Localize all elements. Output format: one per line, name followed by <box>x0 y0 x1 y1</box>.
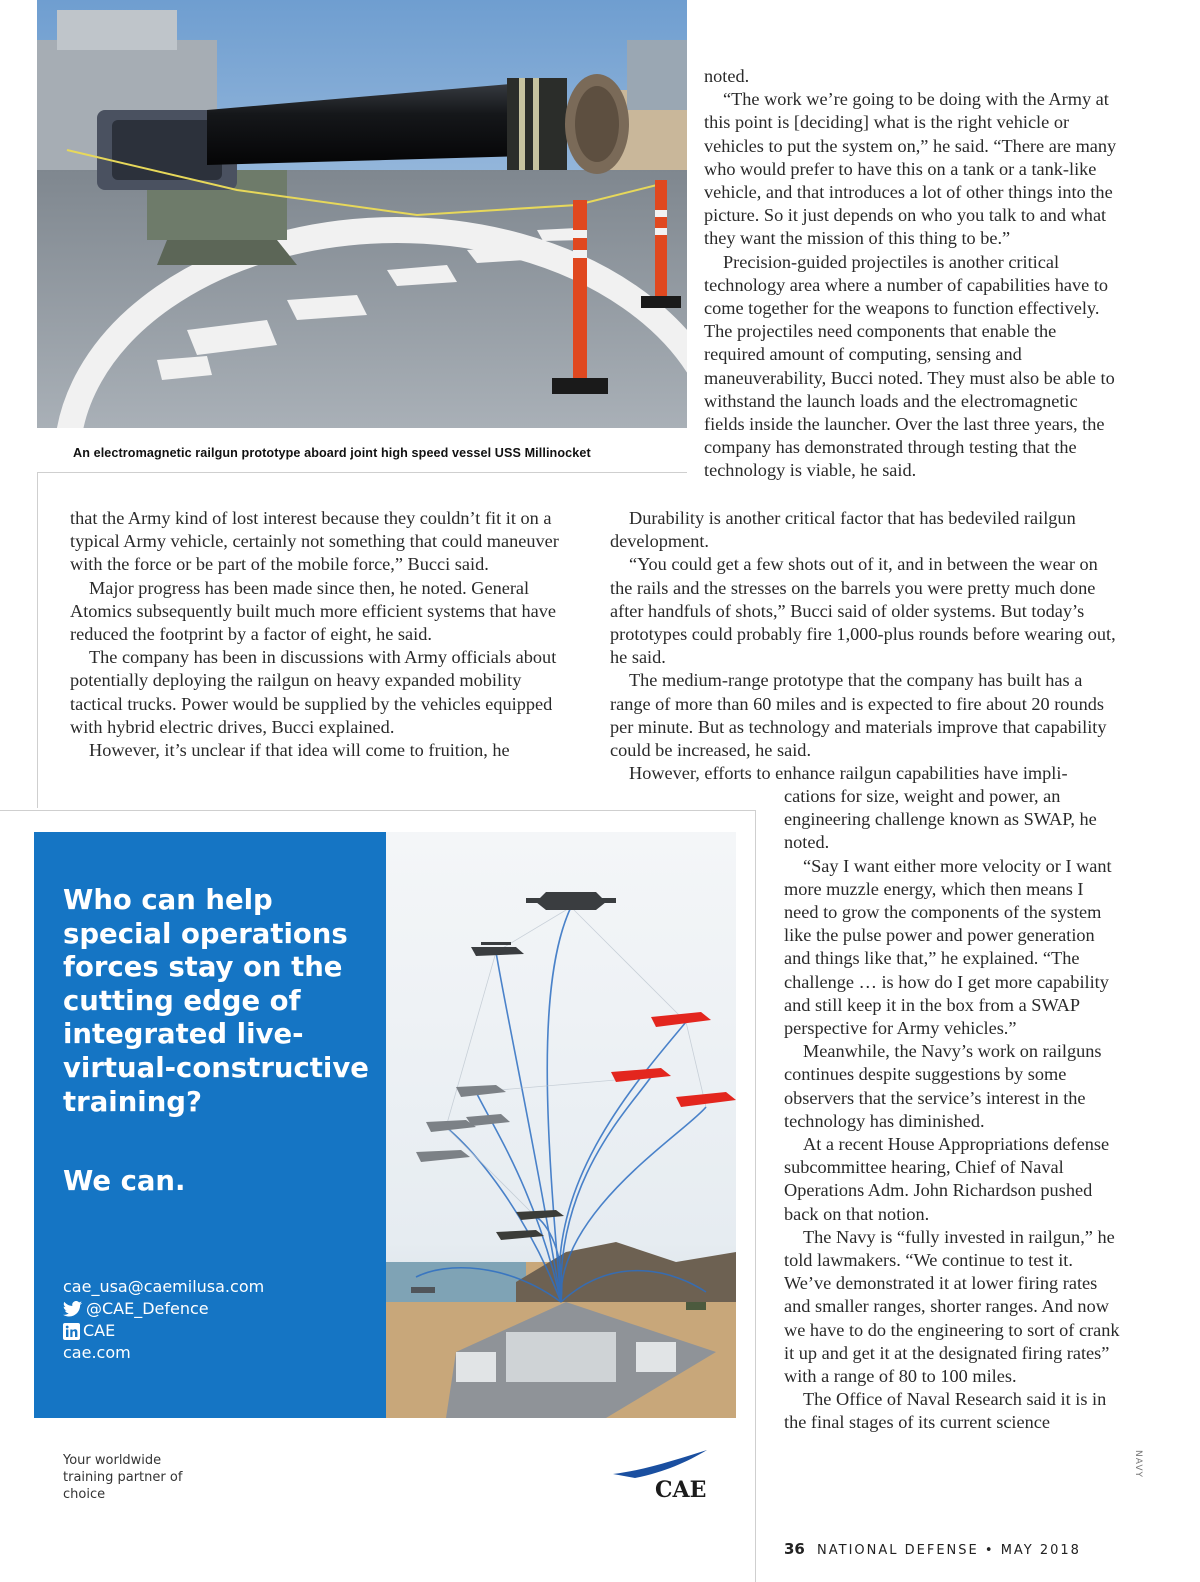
ad-twitter-text[interactable]: @CAE_Defence <box>86 1299 209 1318</box>
paragraph: Precision-guided projectiles is another critical technology area where a number of capabilities have to come together for the weapons to function effectively. The projectiles need components that enable the required amount of computing, sensing and maneuverability, Bucci noted. They must also be able to withstand the launch loads and the electromagnetic fields inside the launcher. Over the last three years, the company has demonstrated through testing that the technology is viable, he said. <box>704 251 1115 481</box>
ad-linkedin[interactable] <box>63 1320 264 1342</box>
article-column-left <box>70 507 575 762</box>
publication-name: NATIONAL DEFENSE <box>817 1543 979 1558</box>
paragraph: cations for size, weight and power, an engineering challenge known as SWAP, he noted. <box>784 786 1097 853</box>
cae-logo <box>605 1448 715 1500</box>
issue-date: MAY 2018 <box>1000 1543 1081 1558</box>
ad-email-text[interactable]: cae_usa@caemilusa.com <box>63 1277 265 1296</box>
ad-twitter[interactable] <box>63 1298 264 1320</box>
paragraph: The Office of Naval Research said it is in the final stages of its current science <box>784 1389 1107 1433</box>
twitter-icon <box>63 1301 83 1317</box>
ad-email[interactable] <box>63 1276 264 1298</box>
article-column-middle <box>610 507 1122 785</box>
ad-website[interactable] <box>63 1342 264 1364</box>
paragraph: However, it’s unclear if that idea will come to fruition, he <box>89 740 510 761</box>
footer-separator: • <box>984 1543 995 1558</box>
page-number: 36 <box>784 1540 805 1558</box>
ad-contacts <box>63 1276 264 1364</box>
page-footer <box>784 1540 1081 1558</box>
paragraph: The medium-range prototype that the company has built has a range of more than 60 miles and is expected to fire about 20 rounds per minute. But as technology and materials improve that capability could be increased, he said. <box>610 670 1107 761</box>
ad-headline: Who can help special operations forces stay on the cutting edge of integrated live-virtual-constructive training? <box>63 884 369 1118</box>
ad-linkedin-text[interactable]: CAE <box>83 1321 116 1340</box>
ad-frame-right <box>755 810 756 1582</box>
paragraph: However, efforts to enhance railgun capabilities have impli- <box>629 763 1068 784</box>
railgun-photo <box>37 0 687 428</box>
linkedin-icon <box>63 1323 80 1340</box>
ad-illustration <box>386 832 736 1418</box>
paragraph: The Navy is “fully invested in railgun,” he told lawmakers. “We continue to test it. We’ve demonstrated it at lower firing rates and smaller ranges, shorter ranges. And now we have to do the engineering to sort of crank it up and get it at the designated firing rates” with a range of 80 to 100 miles. <box>784 1226 1120 1387</box>
photo-divider <box>37 472 687 473</box>
paragraph: At a recent House Appropriations defense subcommittee hearing, Chief of Naval Operations Adm. John Richardson pushed back on that notion. <box>784 1134 1110 1224</box>
paragraph: “The work we’re going to be doing with the Army at this point is [deciding] what is the right vehicle or vehicles to put the system on,” he said. “There are many who would prefer to have this on a tank or a tank-like vehicle, and that introduces a lot of other things into the picture. So it just depends on who you talk to and what they want the mission of this thing to be.” <box>704 89 1117 249</box>
article-column-right-top <box>704 65 1120 483</box>
section-label: NAVY <box>1133 1450 1143 1478</box>
cae-logo-text: CAE <box>655 1477 707 1500</box>
article-column-right-bottom <box>784 785 1120 1435</box>
ad-partner-text: Your worldwide training partner of choice <box>63 1453 183 1502</box>
photo-caption: An electromagnetic railgun prototype aboard joint high speed vessel USS Millinocket <box>73 446 591 460</box>
paragraph: “You could get a few shots out of it, and in between the wear on the rails and the stresses on the barrels you were pretty much done after handfuls of shots,” Bucci said of older systems. But today’s prototypes could probably fire 1,000-plus rounds before wearing out, he said. <box>610 554 1116 668</box>
paragraph: Major progress has been made since then, he noted. General Atomics subsequently built much more efficient systems that have reduced the footprint by a factor of eight, he said. <box>70 577 557 645</box>
ad-tagline: We can. <box>63 1165 186 1197</box>
column-divider <box>37 472 38 808</box>
paragraph: noted. <box>704 66 750 86</box>
paragraph: that the Army kind of lost interest because they couldn’t fit it on a typical Army vehicle, certainly not something that could maneuver with the force or be part of the mobile force,” Bucci said. <box>70 508 559 575</box>
paragraph: Meanwhile, the Navy’s work on railguns continues despite suggestions by some observers that the service’s interest in the technology has diminished. <box>784 1041 1102 1131</box>
paragraph: Durability is another critical factor that has bedeviled railgun development. <box>610 508 1076 552</box>
ad-frame-top <box>0 810 755 811</box>
paragraph: “Say I want either more velocity or I want more muzzle energy, which then means I need to grow the components of the system like the pulse power and power generation and things like that,” he explained. “The challenge … is how do I get more capability and still keep it in the box from a SWAP perspective for Army vehicles.” <box>784 855 1112 1039</box>
ad-website-text[interactable]: cae.com <box>63 1343 131 1362</box>
paragraph: The company has been in discussions with Army officials about potentially deploying the railgun on heavy expanded mobility tactical trucks. Power would be supplied by the vehicles equipped with hybrid electric drives, Bucci explained. <box>70 647 557 737</box>
